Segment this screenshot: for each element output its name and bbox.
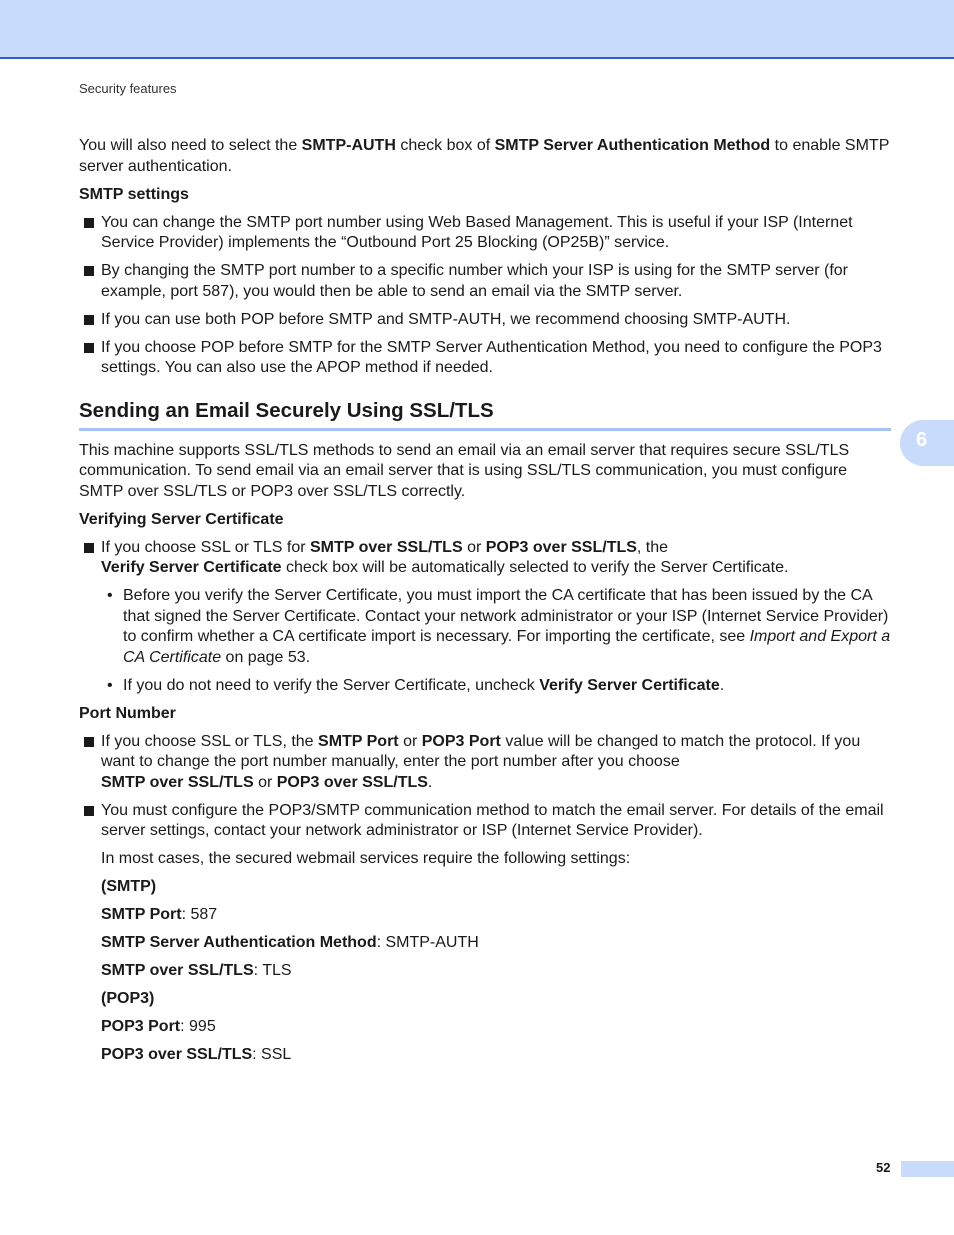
- list-item: You can change the SMTP port number using Web Based Management. This is useful if your ISP (Internet Service Provider) implements the “Outbound Port 25 Blocking (OP25B)” service.: [79, 213, 891, 254]
- pop3-group-label: (POP3): [101, 990, 155, 1007]
- cross-reference-link[interactable]: Import and Export a CA Certificate: [123, 628, 891, 666]
- square-bullet-icon: [84, 218, 94, 228]
- smtp-settings-heading: SMTP settings: [79, 185, 189, 203]
- sub-list-item: • Before you verify the Server Certificate, you must import the CA certificate that has been issued by the CA that signed the Server Certificate. Contact your network administrator or your ISP (Internet Service Provider) to confirm whether a CA certificate import is necessary. For importing the certificate, see Import and Export a CA Certificate on page 53.: [107, 587, 891, 666]
- port-heading: Port Number: [79, 704, 176, 722]
- square-bullet-icon: [84, 543, 94, 553]
- square-bullet-icon: [84, 315, 94, 325]
- page-number: 52: [876, 1160, 891, 1175]
- list-item: If you choose POP before SMTP for the SMTP Server Authentication Method, you need to configure the POP3 settings. You can also use the APOP method if needed.: [79, 338, 891, 379]
- page-content: [79, 136, 891, 1073]
- list-item: If you can use both POP before SMTP and SMTP-AUTH, we recommend choosing SMTP-AUTH.: [79, 310, 891, 331]
- smtp-port-setting: SMTP Port: 587: [101, 906, 218, 923]
- pop3-ssl-setting: POP3 over SSL/TLS: SSL: [101, 1046, 292, 1063]
- square-bullet-icon: [84, 806, 94, 816]
- sub-list-item: • If you do not need to verify the Server Certificate, uncheck Verify Server Certificate.: [79, 676, 891, 697]
- running-head: Security features: [79, 81, 177, 96]
- square-bullet-icon: [84, 266, 94, 276]
- list-item: If you choose SSL or TLS, the SMTP Port or POP3 Port value will be changed to match the protocol. If you want to change the port number manually, enter the port number after you choose SMTP over SSL/TLS or POP3 over SSL/TLS.: [79, 732, 891, 794]
- chapter-tab: [900, 420, 954, 466]
- verify-heading: Verifying Server Certificate: [79, 510, 284, 528]
- settings-intro: In most cases, the secured webmail services require the following settings:: [101, 850, 631, 867]
- list-item: You must configure the POP3/SMTP communication method to match the email server. For details of the email server settings, contact your network administrator or ISP (Internet Service Provider).: [79, 801, 891, 842]
- smtp-auth-setting: SMTP Server Authentication Method: SMTP-AUTH: [101, 934, 479, 951]
- square-bullet-icon: [84, 737, 94, 747]
- smtp-ssl-setting: SMTP over SSL/TLS: TLS: [101, 962, 292, 979]
- chapter-number: 6: [916, 429, 928, 451]
- dot-bullet-icon: •: [107, 676, 113, 694]
- section-title: Sending an Email Securely Using SSL/TLS: [79, 398, 494, 422]
- section-intro: This machine supports SSL/TLS methods to send an email via an email server that requires secure SSL/TLS communication. To send email via an email server that is using SSL/TLS communication, you must configure SMTP over SSL/TLS or POP3 over SSL/TLS correctly.: [79, 441, 850, 500]
- dot-bullet-icon: •: [107, 587, 113, 604]
- smtp-group-label: (SMTP): [101, 878, 157, 895]
- section-rule: [79, 428, 891, 431]
- footer-bar: [901, 1161, 954, 1177]
- intro-paragraph: You will also need to select the SMTP-AUTH check box of SMTP Server Authentication Method to enable SMTP server authentication.: [79, 137, 890, 175]
- list-item: If you choose SSL or TLS for SMTP over SSL/TLS or POP3 over SSL/TLS, the Verify Server Certificate check box will be automatically selected to verify the Server Certificate.: [79, 538, 891, 579]
- header-bar: [0, 0, 954, 59]
- pop3-port-setting: POP3 Port: 995: [101, 1018, 216, 1035]
- list-item: By changing the SMTP port number to a specific number which your ISP is using for the SMTP server (for example, port 587), you would then be able to send an email via the SMTP server.: [79, 261, 891, 302]
- square-bullet-icon: [84, 343, 94, 353]
